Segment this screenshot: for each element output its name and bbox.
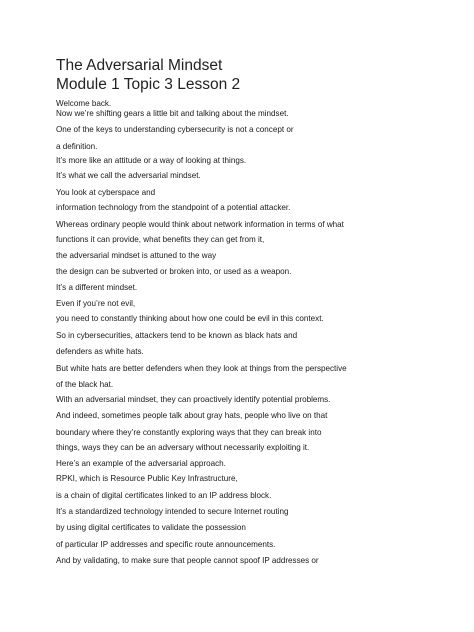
text-line: One of the keys to understanding cybersecurity is not a concept or xyxy=(56,125,294,134)
text-line: is a chain of digital certificates linked to an IP address block. xyxy=(56,491,272,500)
text-line: you need to constantly thinking about how one could be evil in this context. xyxy=(56,314,324,323)
text-line: You look at cyberspace and xyxy=(56,188,156,197)
text-line: It’s what we call the adversarial mindset. xyxy=(56,171,201,180)
text-line: of particular IP addresses and specific route announcements. xyxy=(56,540,276,549)
text-line: Whereas ordinary people would think about network information in terms of what xyxy=(56,220,344,229)
document-title: The Adversarial Mindset xyxy=(56,57,223,74)
document-subtitle: Module 1 Topic 3 Lesson 2 xyxy=(56,76,241,93)
text-line: of the black hat. xyxy=(56,380,114,389)
text-line: Welcome back. xyxy=(56,99,112,108)
text-line: And by validating, to make sure that people cannot spoof IP addresses or xyxy=(56,556,319,565)
text-line: defenders as white hats. xyxy=(56,347,144,356)
text-line: With an adversarial mindset, they can proactively identify potential problems. xyxy=(56,395,331,404)
text-line: the design can be subverted or broken into, or used as a weapon. xyxy=(56,267,292,276)
text-line: the adversarial mindset is attuned to the way xyxy=(56,251,217,260)
text-line: things, ways they can be an adversary without necessarily exploiting it. xyxy=(56,443,310,452)
text-line: Now we’re shifting gears a little bit and talking about the mindset. xyxy=(56,109,289,118)
text-line: It’s more like an attitude or a way of looking at things. xyxy=(56,156,247,165)
text-line: Even if you’re not evil, xyxy=(56,299,136,308)
text-line: by using digital certificates to validate the possession xyxy=(56,523,246,532)
text-line: a definition. xyxy=(56,142,98,151)
text-line: functions it can provide, what benefits they can get from it, xyxy=(56,235,265,244)
text-line: But white hats are better defenders when they look at things from the perspective xyxy=(56,364,347,373)
text-line: Here’s an example of the adversarial approach. xyxy=(56,459,226,468)
text-line: And indeed, sometimes people talk about gray hats, people who live on that xyxy=(56,411,328,420)
text-line: It’s a standardized technology intended to secure Internet routing xyxy=(56,507,289,516)
text-line: So in cybersecurities, attackers tend to be known as black hats and xyxy=(56,331,298,340)
text-line: information technology from the standpoint of a potential attacker. xyxy=(56,203,291,212)
text-line: boundary where they’re constantly exploring ways that they can break into xyxy=(56,428,322,437)
text-line: It’s a different mindset. xyxy=(56,283,138,292)
text-line: RPKI, which is Resource Public Key Infrastructure, xyxy=(56,474,238,483)
